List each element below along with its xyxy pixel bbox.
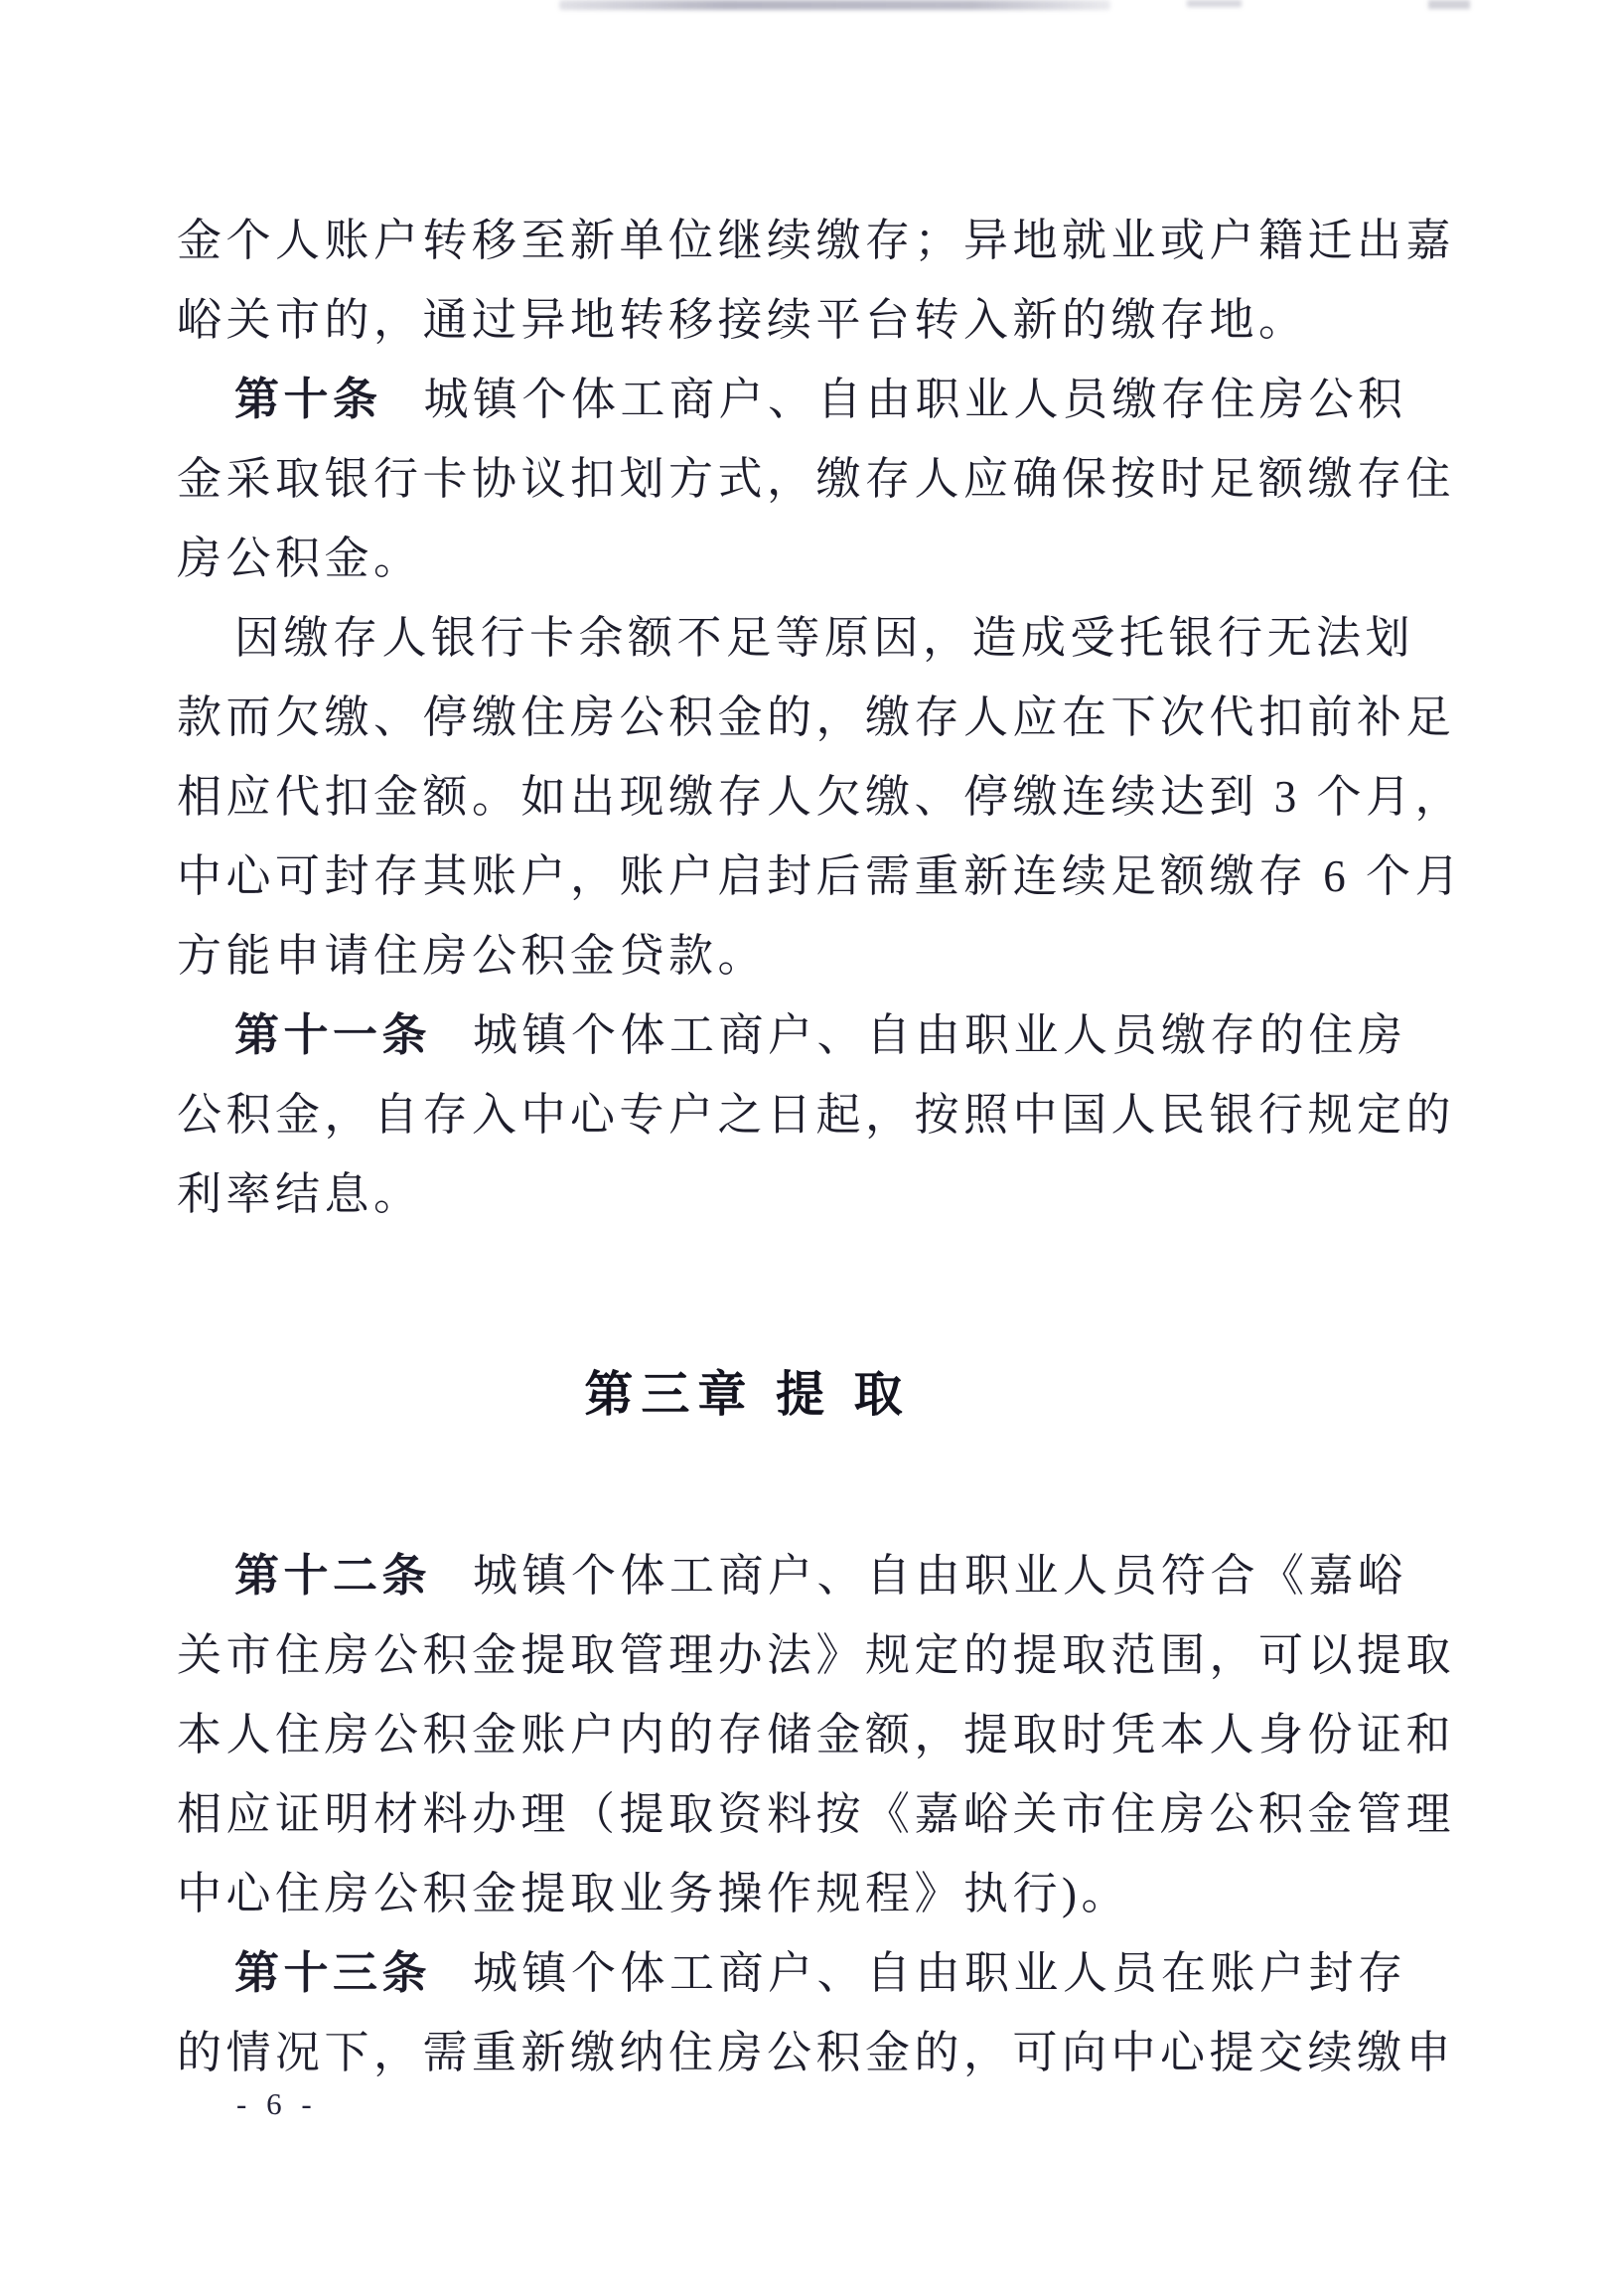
line-text: 利率结息。 xyxy=(177,1169,423,1219)
line-text: 金个人账户转移至新单位继续缴存；异地就业或户籍迁出嘉 xyxy=(177,216,1456,265)
line-text: 城镇个体工商户、自由职业人员缴存的住房 xyxy=(473,1010,1407,1060)
line-text: 相应证明材料办理（提取资料按《嘉峪关市住房公积金管理 xyxy=(177,1789,1456,1839)
clause-line xyxy=(177,1933,1457,2013)
clause-number: 第十条 xyxy=(234,375,382,424)
cropped-header-artifact xyxy=(559,0,1110,10)
line-text: 中心可封存其账户，账户启封后需重新连续足额缴存 6 个月 xyxy=(177,851,1465,901)
cropped-header-artifact-right xyxy=(1428,0,1470,9)
doc-line xyxy=(177,1075,1457,1154)
line-text: 款而欠缴、停缴住房公积金的，缴存人应在下次代扣前补足 xyxy=(177,692,1456,742)
line-text: 公积金，自存入中心专户之日起，按照中国人民银行规定的 xyxy=(177,1090,1456,1140)
doc-line xyxy=(177,837,1465,916)
doc-line xyxy=(177,1615,1457,1695)
doc-line xyxy=(177,1695,1457,1774)
doc-line xyxy=(177,916,1457,995)
clause-number: 第十二条 xyxy=(234,1551,432,1601)
line-text: 城镇个体工商户、自由职业人员缴存住房公积 xyxy=(423,375,1407,424)
cropped-header-artifact-small xyxy=(1187,0,1242,7)
document-body xyxy=(177,201,1465,2092)
doc-line xyxy=(177,2013,1457,2092)
doc-line xyxy=(177,201,1457,280)
line-text: 的情况下，需重新缴纳住房公积金的，可向中心提交续缴申 xyxy=(177,2028,1456,2077)
line-text: 中心住房公积金提取业务操作规程》执行)。 xyxy=(177,1869,1130,1918)
clause-line xyxy=(177,360,1457,439)
doc-line xyxy=(177,280,1457,360)
clause-number: 第十三条 xyxy=(234,1948,432,1998)
doc-line xyxy=(177,678,1457,757)
page-number: - 6 - xyxy=(236,2086,318,2121)
line-text: 相应代扣金额。如出现缴存人欠缴、停缴连续达到 3 个月， xyxy=(177,772,1465,822)
line-text: 本人住房公积金账户内的存储金额，提取时凭本人身份证和 xyxy=(177,1710,1456,1760)
line-text: 峪关市的，通过异地转移接续平台转入新的缴存地。 xyxy=(177,295,1308,345)
chapter-heading: 第三章 提 取 xyxy=(584,1368,911,1422)
doc-line xyxy=(177,1774,1457,1854)
clause-number: 第十一条 xyxy=(234,1010,432,1060)
line-text: 金采取银行卡协议扣划方式，缴存人应确保按时足额缴存住 xyxy=(177,454,1456,504)
clause-line xyxy=(177,995,1457,1075)
line-text: 城镇个体工商户、自由职业人员在账户封存 xyxy=(473,1948,1407,1998)
line-text: 因缴存人银行卡余额不足等原因，造成受托银行无法划 xyxy=(234,613,1415,663)
doc-line xyxy=(177,1854,1457,1933)
doc-line xyxy=(177,598,1457,678)
line-text: 关市住房公积金提取管理办法》规定的提取范围，可以提取 xyxy=(177,1630,1456,1680)
doc-line xyxy=(177,1154,1457,1234)
line-text: 方能申请住房公积金贷款。 xyxy=(177,931,768,981)
doc-line xyxy=(177,757,1465,837)
line-text: 城镇个体工商户、自由职业人员符合《嘉峪 xyxy=(473,1551,1407,1601)
doc-line xyxy=(177,439,1457,519)
doc-line xyxy=(177,519,1457,598)
line-text: 房公积金。 xyxy=(177,534,423,583)
clause-line xyxy=(177,1536,1457,1615)
